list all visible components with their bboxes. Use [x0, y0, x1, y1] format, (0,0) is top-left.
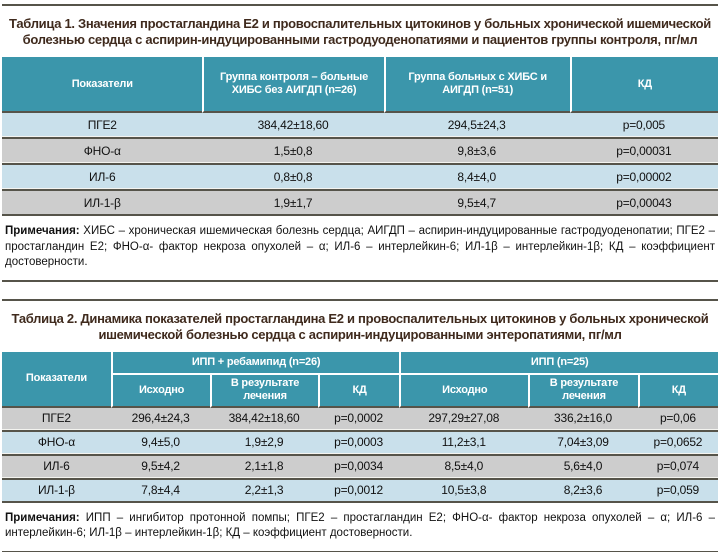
value-cell: p=0,0034: [318, 454, 400, 478]
indicator-label: ИЛ-1-β: [2, 478, 111, 503]
table1-footnote: [5, 224, 715, 271]
group-header-ppi-rebamipide: ИПП + ребамипид (n=26): [111, 352, 400, 373]
value-cell: p=0,00031: [570, 137, 718, 163]
indicator-label: ИЛ-6: [2, 454, 111, 478]
column-header-baseline: Исходно: [399, 373, 528, 408]
table1-section: [2, 4, 718, 282]
table-row-il1b: [2, 478, 718, 503]
value-cell: 0,8±0,8: [202, 163, 383, 189]
value-cell: p=0,00043: [570, 189, 718, 216]
group-header-ppi: ИПП (n=25): [399, 352, 718, 373]
value-cell: 2,2±1,3: [210, 478, 317, 503]
column-header-indicators: Показатели: [2, 57, 202, 113]
indicator-label: ФНО-α: [2, 137, 202, 163]
value-cell: 296,4±24,3: [111, 408, 211, 430]
column-header-baseline: Исходно: [111, 373, 211, 408]
table-row-tnf-a: [2, 430, 718, 454]
table-row-il6: [2, 163, 718, 189]
value-cell: 10,5±3,8: [399, 478, 528, 503]
value-cell: p=0,0012: [318, 478, 400, 503]
value-cell: 5,6±4,0: [528, 454, 638, 478]
value-cell: 384,42±18,60: [202, 113, 383, 137]
column-header-kd: КД: [570, 57, 718, 113]
value-cell: 11,2±3,1: [399, 430, 528, 454]
column-header-after-treatment: В результате лечения: [528, 373, 638, 408]
value-cell: 336,2±16,0: [528, 408, 638, 430]
table1-caption: Таблица 1. Значения простагландина Е2 и провоспалительных цитокинов у больных хронической ишемической болезнью сердца с аспирин-индуцированными гастродуоденопатиями и пациентов группы контроля, пг/мл: [9, 16, 711, 47]
value-cell: p=0,0652: [638, 430, 718, 454]
value-cell: 1,5±0,8: [202, 137, 383, 163]
value-cell: 8,2±3,6: [528, 478, 638, 503]
footnote-text: ХИБС – хроническая ишемическая болезнь сердца; АИГДП – аспирин-индуцированные гастродуоденопатии; ПГЕ2 – простагландин Е2; ФНО-α- фактор некроза опухолей – α; ИЛ-6 – интерлейкин-6; ИЛ-1β – интерлейкин-1β; КД – коэффициент достоверности.: [5, 225, 715, 268]
column-header-after-treatment: В результате лечения: [210, 373, 317, 408]
value-cell: p=0,005: [570, 113, 718, 137]
column-header-kd: КД: [318, 373, 400, 408]
value-cell: 7,8±4,4: [111, 478, 211, 503]
table2-footnote: [5, 511, 715, 542]
table-row-pge2: [2, 113, 718, 137]
value-cell: 2,1±1,8: [210, 454, 317, 478]
table2-caption: Таблица 2. Динамика показателей простагландина Е2 и провоспалительных цитокинов у больных хронической ишемической болезнью сердца с аспирин-индуцированными энтеропатиями, пг/мл: [11, 310, 709, 342]
column-header-indicators: Показатели: [2, 352, 111, 408]
table2-section: [2, 299, 718, 552]
footnote-text: ИПП – ингибитор протонной помпы; ПГЕ2 – простагландин Е2; ФНО-α- фактор некроза опухолей – α; ИЛ-6 – интерлейкин-6; ИЛ-1β – интерлейкин-1β; КД – коэффициент достоверности.: [5, 511, 715, 539]
indicator-label: ИЛ-6: [2, 163, 202, 189]
indicator-label: ФНО-α: [2, 430, 111, 454]
value-cell: p=0,06: [638, 408, 718, 430]
table2-group-header-row: [2, 352, 718, 373]
footnote-label: Примечания:: [5, 225, 80, 237]
table2: [2, 352, 718, 503]
value-cell: 8,5±4,0: [399, 454, 528, 478]
value-cell: 7,04±3,09: [528, 430, 638, 454]
value-cell: 9,8±3,6: [384, 137, 570, 163]
value-cell: p=0,074: [638, 454, 718, 478]
column-header-kd: КД: [638, 373, 718, 408]
value-cell: 1,9±1,7: [202, 189, 383, 216]
value-cell: 294,5±24,3: [384, 113, 570, 137]
value-cell: p=0,0003: [318, 430, 400, 454]
value-cell: 384,42±18,60: [210, 408, 317, 430]
value-cell: p=0,00002: [570, 163, 718, 189]
table-row-tnf-a: [2, 137, 718, 163]
table-row-il6: [2, 454, 718, 478]
table-row-il1b: [2, 189, 718, 216]
indicator-label: ИЛ-1-β: [2, 189, 202, 216]
value-cell: p=0,0002: [318, 408, 400, 430]
table-row-pge2: [2, 408, 718, 430]
value-cell: 1,9±2,9: [210, 430, 317, 454]
indicator-label: ПГЕ2: [2, 113, 202, 137]
indicator-label: ПГЕ2: [2, 408, 111, 430]
table1: [2, 57, 718, 216]
footnote-label: Примечания:: [5, 511, 80, 524]
value-cell: 9,5±4,7: [384, 189, 570, 216]
column-header-patient-group: Группа больных с ХИБС и АИГДП (n=51): [384, 57, 570, 113]
value-cell: p=0,059: [638, 478, 718, 503]
column-header-control-group: Группа контроля – больные ХИБС без АИГДП (n=26): [202, 57, 383, 113]
value-cell: 297,29±27,08: [399, 408, 528, 430]
value-cell: 9,4±5,0: [111, 430, 211, 454]
value-cell: 8,4±4,0: [384, 163, 570, 189]
table1-header-row: [2, 57, 718, 113]
value-cell: 9,5±4,2: [111, 454, 211, 478]
